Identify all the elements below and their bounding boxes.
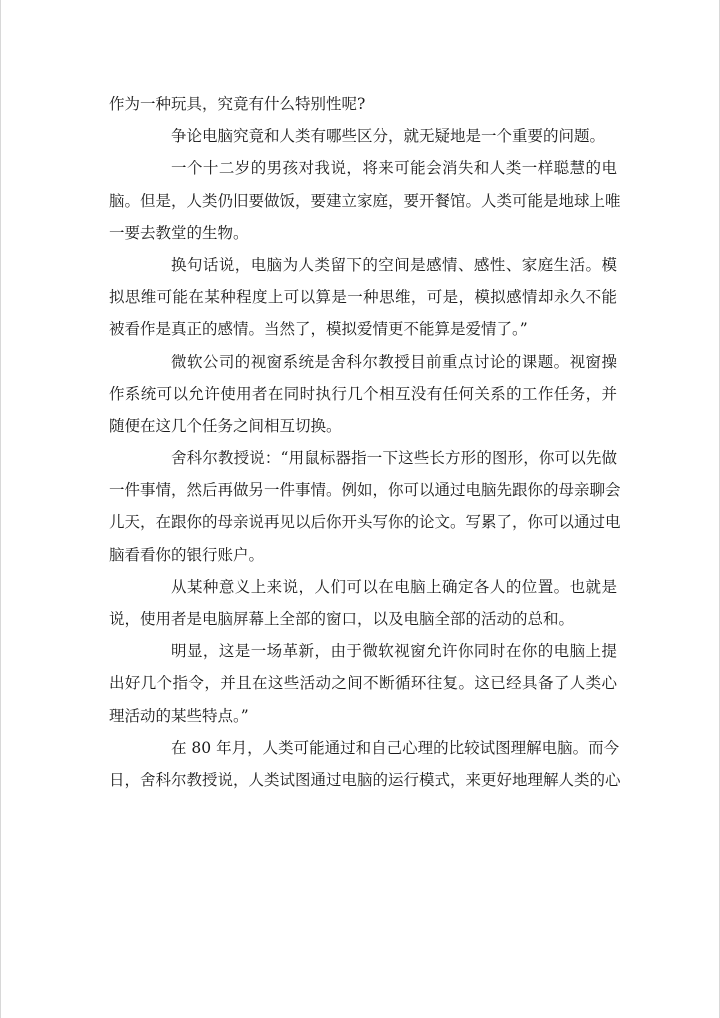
text-line: 理活动的某些特点。” bbox=[109, 706, 249, 725]
text-line: 微软公司的视窗系统是舍科尔教授目前重点讨论的课题。视窗操 bbox=[171, 352, 617, 371]
text-line: 被看作是真正的感情。当然了，模拟爱情更不能算是爱情了。” bbox=[109, 320, 528, 339]
text-line: 明显，这是一场革新，由于微软视窗允许你同时在你的电脑上提 bbox=[171, 642, 617, 661]
text-line: 儿天，在跟你的母亲说再见以后你开头写你的论文。写累了，你可以通过电 bbox=[109, 513, 621, 532]
text-line: 随便在这几个任务之间相互切换。 bbox=[109, 416, 342, 435]
text-line: 脑看看你的银行账户。 bbox=[109, 545, 265, 564]
text-line: 日，舍科尔教授说，人类试图通过电脑的运行模式，来更好地理解人类的心 bbox=[109, 770, 621, 789]
text-line: 作为一种玩具，究竟有什么特别性呢? bbox=[109, 95, 366, 113]
text-line: 出好几个指令，并且在这些活动之间不断循环往复。这已经具备了人类心 bbox=[109, 674, 617, 693]
text-line: 换句话说，电脑为人类留下的空间是感情、感性、家庭生活。模 bbox=[171, 255, 617, 274]
text-line: 一件事情，然后再做另一件事情。例如，你可以通过电脑先跟你的母亲聊会 bbox=[109, 481, 621, 500]
text-line: 在 80 年月，人类可能通过和自己心理的比较试图理解电脑。而今 bbox=[171, 738, 620, 757]
text-line: 一要去教堂的生物。 bbox=[109, 223, 249, 242]
document-body bbox=[109, 88, 621, 796]
text-line: 作系统可以允许使用者在同时执行几个相互没有任何关系的工作任务，并 bbox=[109, 384, 617, 403]
text-line: 一个十二岁的男孩对我说，将来可能会消失和人类一样聪慧的电 bbox=[171, 159, 617, 178]
text-line: 从某种意义上来说，人们可以在电脑上确定各人的位置。也就是 bbox=[171, 577, 617, 596]
text-line: 争论电脑究竟和人类有哪些区分，就无疑地是一个重要的问题。 bbox=[171, 127, 606, 146]
text-line: 拟思维可能在某种程度上可以算是一种思维，可是，模拟感情却永久不能 bbox=[109, 288, 617, 307]
text-line: 说，使用者是电脑屏幕上全部的窗口，以及电脑全部的活动的总和。 bbox=[109, 610, 575, 628]
text-line: 脑。但是，人类仍旧要做饭，要建立家庭，要开餐馆。人类可能是地球上唯 bbox=[109, 191, 621, 210]
text-line: 舍科尔教授说：“用鼠标器指一下这些长方形的图形，你可以先做 bbox=[171, 449, 617, 468]
